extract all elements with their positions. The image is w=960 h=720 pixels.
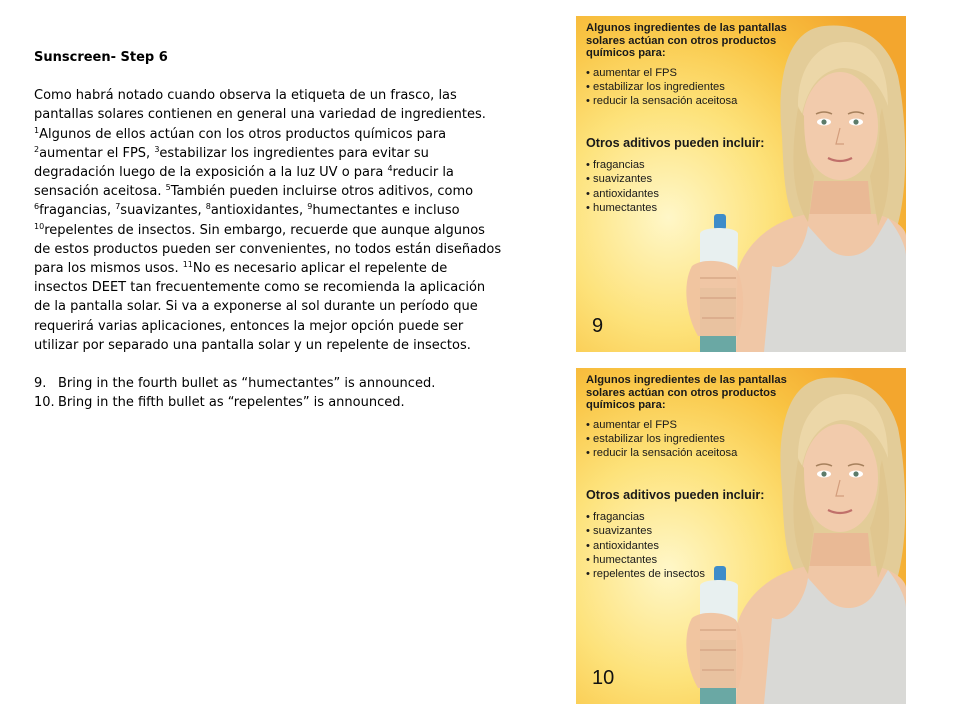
bullet: • fragancias (586, 158, 806, 172)
footnote-marker: 3 (154, 144, 160, 154)
bullet: • repelentes de insectos (586, 567, 806, 581)
slide-thumbnail-9 (576, 16, 906, 352)
footnote-marker: 1 (34, 125, 40, 135)
slide-thumbnail-10 (576, 368, 906, 704)
slide-number: 10 (592, 667, 615, 689)
notes-text-run: aumentar el FPS, (39, 145, 155, 161)
step-number: 9. (34, 376, 47, 392)
speaker-notes (34, 48, 504, 412)
notes-text-run: Algunos de ellos actúan con los otros productos químicos para (39, 126, 447, 142)
bullet: • suavizantes (586, 524, 806, 538)
bullet: • suavizantes (586, 172, 806, 186)
notes-text-run: estabilizar los ingredientes para evitar su degradación luego de la exposición a la luz UV o para (34, 145, 429, 181)
bullet: • estabilizar los ingredientes (586, 432, 806, 446)
notes-text-run: humectantes e incluso (312, 203, 460, 219)
slide-bullets (586, 418, 806, 461)
bullet: • estabilizar los ingredientes (586, 80, 806, 94)
bullet: • humectantes (586, 201, 806, 215)
step-number: 10. (34, 395, 55, 411)
notes-title: Sunscreen- Step 6 (34, 50, 168, 65)
footnote-marker: 7 (115, 202, 121, 212)
slide-number: 9 (592, 315, 604, 337)
notes-text-run: reducir la sensación aceitosa. (34, 165, 454, 200)
step-text: Bring in the fourth bullet as “humectantes” is announced. (58, 376, 436, 392)
notes-steps (34, 374, 504, 412)
notes-step (34, 374, 504, 393)
bullet: • reducir la sensación aceitosa (586, 94, 806, 108)
slide-subheading: Otros aditivos pueden incluir: (586, 136, 765, 151)
slide-heading: Algunos ingredientes de las pantallas solares actúan con otros productos químicos para: (586, 22, 787, 59)
footnote-marker: 6 (34, 202, 40, 212)
notes-text-run: También pueden incluirse otros aditivos, como (170, 184, 474, 200)
notes-text-run: suavizantes, (120, 203, 206, 219)
notes-text-run: antioxidantes, (210, 203, 308, 219)
bullet: • reducir la sensación aceitosa (586, 446, 806, 460)
bullet: • aumentar el FPS (586, 418, 806, 432)
slide-bullets-additives (586, 158, 806, 215)
slide-heading: Algunos ingredientes de las pantallas solares actúan con otros productos químicos para: (586, 374, 787, 411)
footnote-marker: 5 (165, 183, 171, 193)
footnote-marker: 8 (205, 202, 211, 212)
slide-bullets-additives (586, 510, 806, 581)
step-text: Bring in the fifth bullet as “repelentes” is announced. (58, 395, 405, 411)
footnote-marker: 2 (34, 144, 40, 154)
bullet: • humectantes (586, 553, 806, 567)
notes-text-run: No es necesario aplicar el repelente de insectos DEET tan frecuentemente como se recomienda la aplicación de la pantalla solar. Si va a exponerse al sol durante un período que requerirá varias aplicaciones, entonces la mejor opción puede ser utilizar por separado una pantalla solar y un repelente de insectos. (34, 261, 486, 353)
notes-text-run: repelentes de insectos. Sin embargo, recuerde que aunque algunos de estos productos pueden ser convenientes, no todos están diseñados para los mismos usos. (34, 222, 502, 277)
notes-text-run: fragancias, (39, 203, 116, 219)
notes-step (34, 393, 504, 412)
notes-body (34, 86, 504, 355)
slide-subheading: Otros aditivos pueden incluir: (586, 488, 765, 503)
footnote-marker: 4 (387, 164, 393, 174)
slide-bullets (586, 66, 806, 109)
bullet: • antioxidantes (586, 187, 806, 201)
bullet: • fragancias (586, 510, 806, 524)
notes-text-run: Como habrá notado cuando observa la etiqueta de un frasco, las pantallas solares contienen en general una variedad de ingredientes. (34, 88, 486, 123)
slide-text-10 (586, 374, 806, 581)
footnote-marker: 9 (307, 202, 313, 212)
footnote-marker: 10 (34, 221, 45, 231)
footnote-marker: 11 (182, 260, 193, 270)
slide-text-9 (586, 22, 806, 215)
bullet: • aumentar el FPS (586, 66, 806, 80)
bullet: • antioxidantes (586, 539, 806, 553)
